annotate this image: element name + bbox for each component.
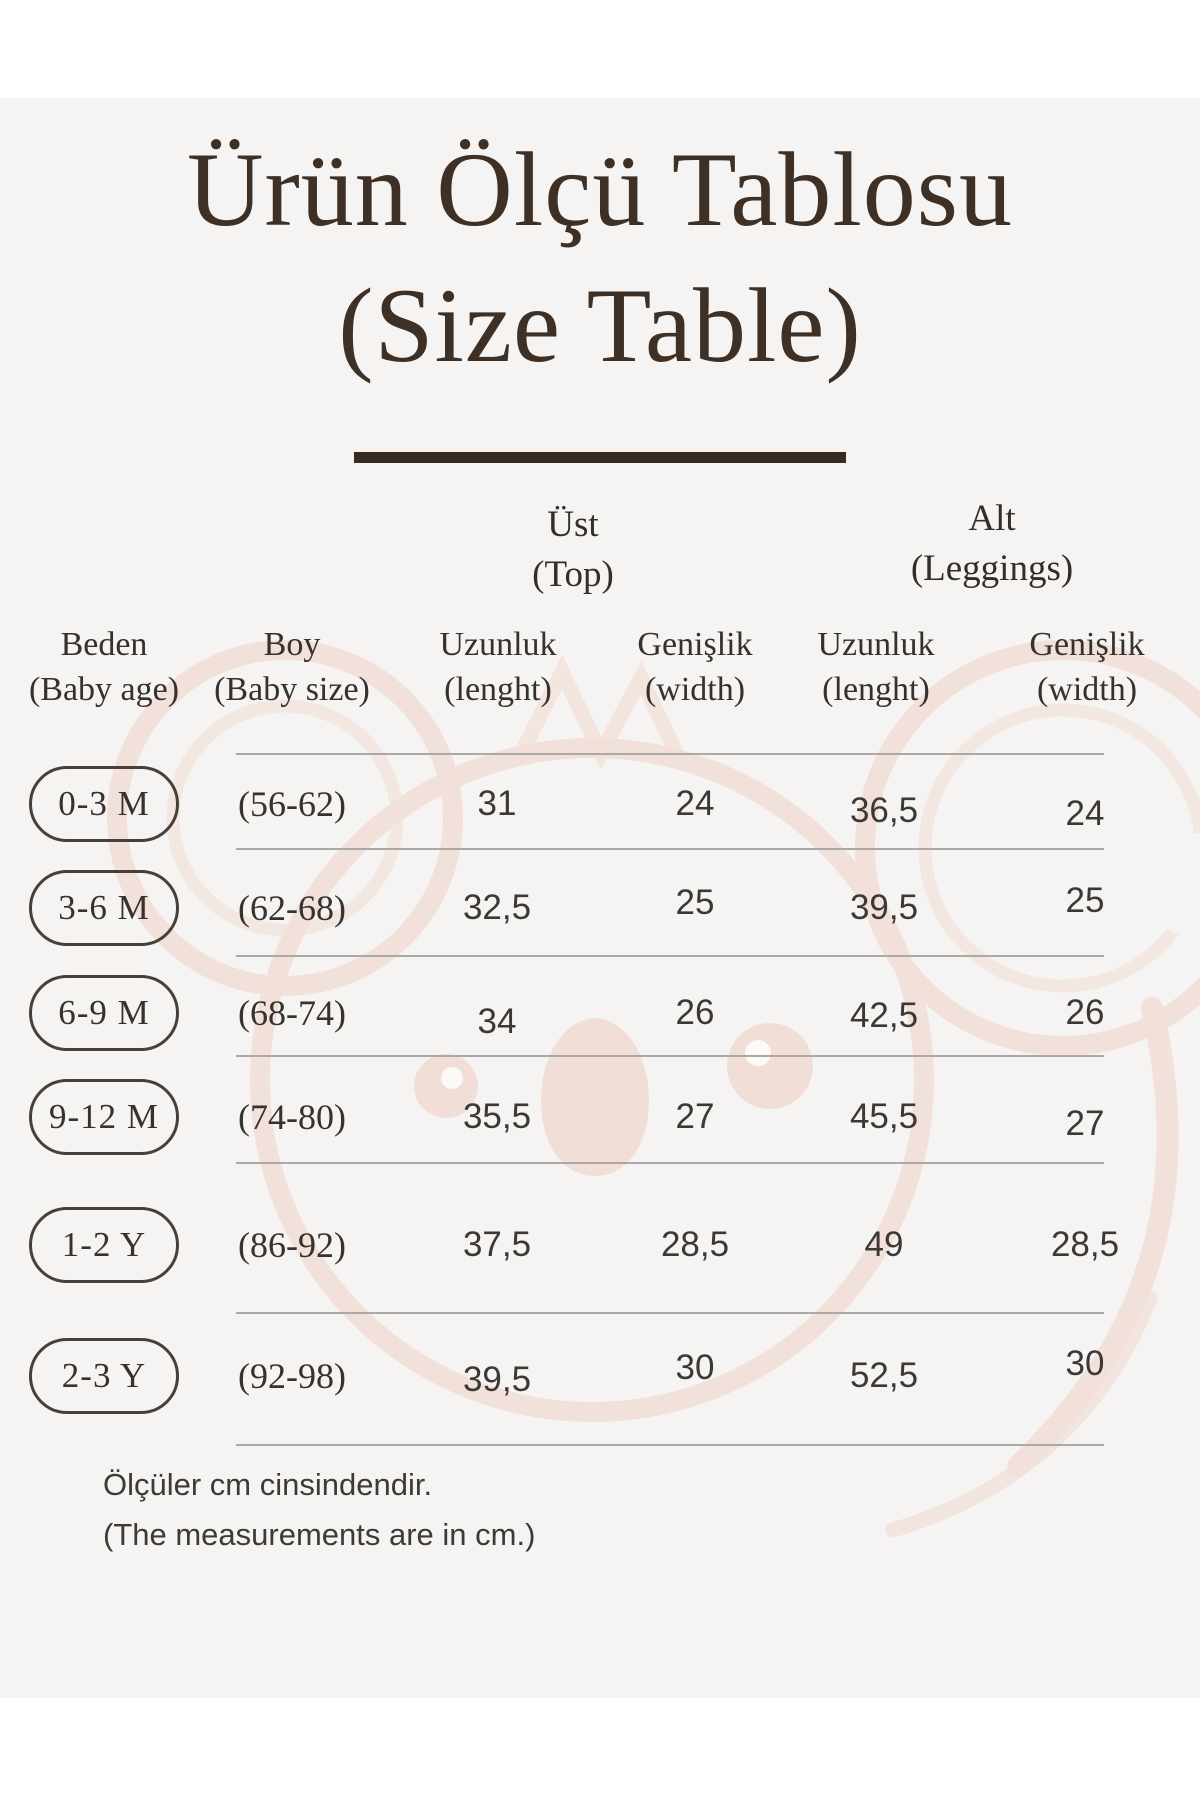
- top-width-cell: 24: [675, 784, 715, 823]
- row-divider: [236, 848, 1104, 850]
- title-underline: [354, 452, 846, 463]
- top-length-cell: 31: [477, 784, 517, 823]
- leg-length-cell: 52,5: [849, 1356, 919, 1395]
- age-badge: 0-3 M: [29, 766, 179, 842]
- top-width-cell: 25: [675, 883, 715, 922]
- age-badge: 2-3 Y: [29, 1338, 179, 1414]
- leg-width-cell: 28,5: [1050, 1225, 1120, 1264]
- row-divider: [236, 1312, 1104, 1314]
- baby-size-cell: (68-74): [238, 993, 346, 1033]
- group-header-top-tr: Üst: [547, 504, 599, 545]
- row-divider: [236, 1055, 1104, 1057]
- row-divider: [236, 1444, 1104, 1446]
- group-header-leggings: [911, 494, 1073, 594]
- leg-width-cell: 24: [1065, 794, 1105, 833]
- top-width-cell: 30: [675, 1348, 715, 1387]
- top-width-cell: 28,5: [660, 1225, 730, 1264]
- leg-length-cell: 45,5: [849, 1097, 919, 1136]
- age-badge: 9-12 M: [29, 1079, 179, 1155]
- footer-note-tr: Ölçüler cm cinsindendir.: [103, 1467, 433, 1502]
- top-length-cell: 37,5: [462, 1225, 532, 1264]
- page-title-tr: Ürün Ölçü Tablosu: [186, 131, 1014, 248]
- leg-length-cell: 42,5: [849, 996, 919, 1035]
- group-header-top: [532, 500, 614, 600]
- column-header-leg-width: Genişlik (width): [1029, 626, 1145, 708]
- age-badge: 6-9 M: [29, 975, 179, 1051]
- group-header-top-en: (Top): [532, 554, 614, 595]
- top-width-cell: 26: [675, 993, 715, 1032]
- row-divider: [236, 1162, 1104, 1164]
- column-header-top-width: Genişlik (width): [637, 626, 753, 708]
- leg-length-cell: 49: [864, 1225, 904, 1264]
- group-header-leggings-tr: Alt: [968, 498, 1016, 539]
- top-length-cell: 34: [477, 1002, 517, 1041]
- leg-length-cell: 36,5: [849, 791, 919, 830]
- baby-size-cell: (56-62): [238, 784, 346, 824]
- page-title: [0, 122, 1200, 394]
- top-length-cell: 39,5: [462, 1360, 532, 1399]
- column-header-top-length: Uzunluk (lenght): [439, 626, 557, 708]
- column-header-size: Boy (Baby size): [214, 626, 370, 708]
- leg-length-cell: 39,5: [849, 888, 919, 927]
- age-badge: 1-2 Y: [29, 1207, 179, 1283]
- column-header-leg-length: Uzunluk (lenght): [817, 626, 935, 708]
- baby-size-cell: (74-80): [238, 1097, 346, 1137]
- row-divider: [236, 753, 1104, 755]
- leg-width-cell: 30: [1065, 1344, 1105, 1383]
- group-header-leggings-en: (Leggings): [910, 548, 1074, 589]
- age-badge: 3-6 M: [29, 870, 179, 946]
- top-length-cell: 32,5: [462, 888, 532, 927]
- leg-width-cell: 26: [1065, 993, 1105, 1032]
- top-length-cell: 35,5: [462, 1097, 532, 1136]
- baby-size-cell: (62-68): [238, 888, 346, 928]
- leg-width-cell: 27: [1065, 1104, 1105, 1143]
- top-width-cell: 27: [675, 1097, 715, 1136]
- baby-size-cell: (92-98): [238, 1356, 346, 1396]
- baby-size-cell: (86-92): [238, 1225, 346, 1265]
- column-header-age: Beden (Baby age): [28, 626, 180, 708]
- footer-note: [103, 1460, 535, 1560]
- row-divider: [236, 955, 1104, 957]
- footer-note-en: (The measurements are in cm.): [103, 1517, 536, 1552]
- leg-width-cell: 25: [1065, 881, 1105, 920]
- koala-right-eye-icon: [727, 1023, 813, 1109]
- page-title-en: (Size Table): [338, 267, 862, 384]
- koala-nose-icon: [541, 1018, 649, 1176]
